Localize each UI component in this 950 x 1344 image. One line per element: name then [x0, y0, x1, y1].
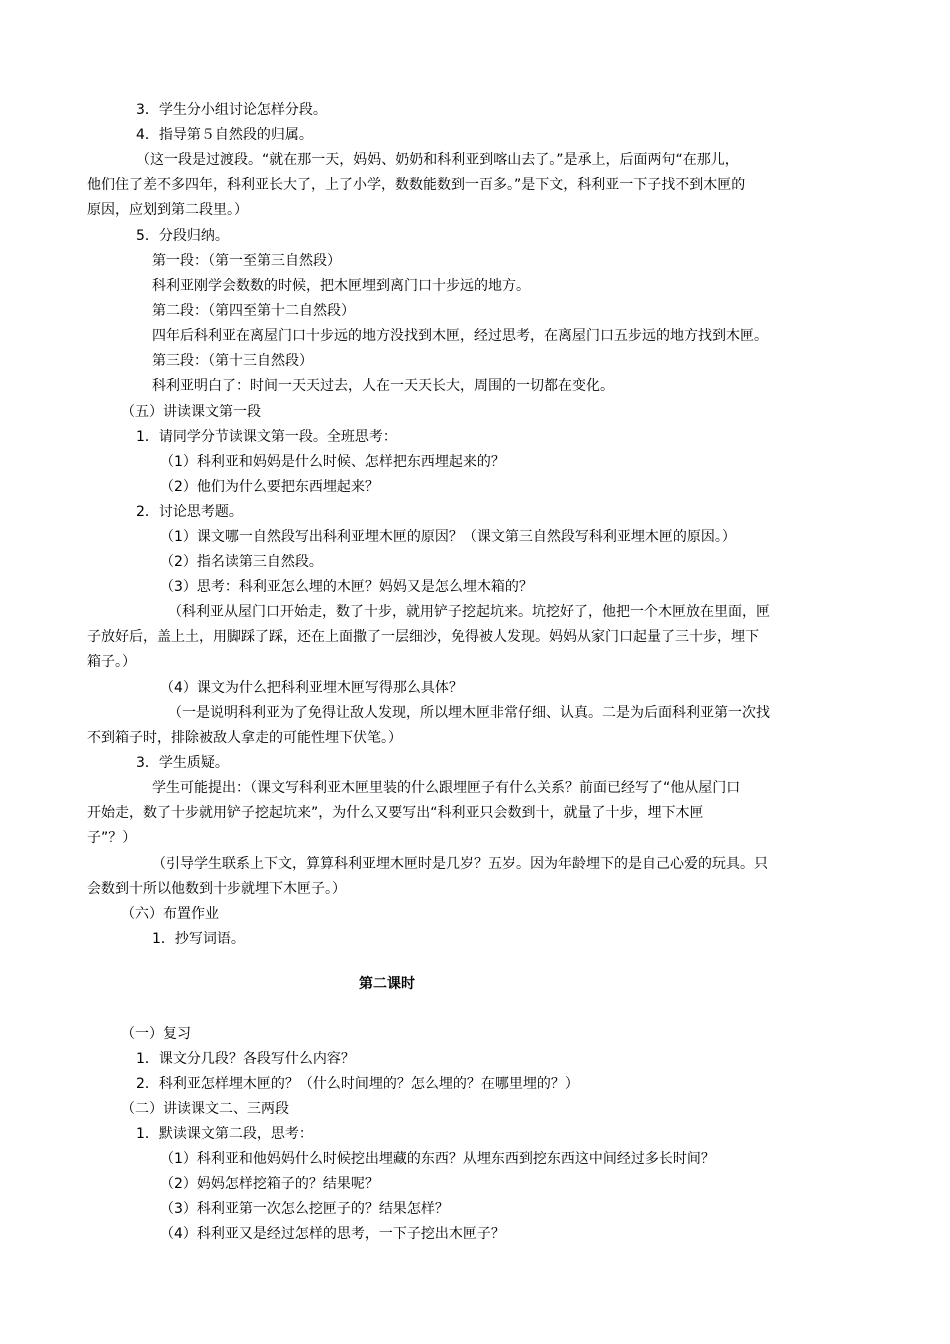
text-line: 子放好后，盖上土，用脚踩了踩，还在上面撒了一层细沙，免得被人发现。妈妈从家门口起量了三十步，埋下 — [87, 629, 759, 645]
text-line: （科利亚从屋门口开始走，数了十步，就用铲子挖起坑来。坑挖好了，他把一个木匣放在里面，匣 — [168, 604, 770, 620]
lesson-title: 第二课时 — [359, 976, 415, 992]
text-line: 四年后科利亚在离屋门口十步远的地方没找到木匣，经过思考，在离屋门口五步远的地方找到木匣。 — [152, 328, 768, 344]
text-line: 不到箱子时，排除被敌人拿走的可能性埋下伏笔。） — [87, 730, 402, 746]
text-line: 学生可能提出：（课文写科利亚木匣里装的什么跟埋匣子有什么关系？前面已经写了“他从屋门口 — [152, 780, 741, 796]
text-line: （1）科利亚和他妈妈什么时候挖出埋藏的东西？从埋东西到挖东西这中间经过多长时间？ — [160, 1151, 715, 1167]
text-line: 开始走，数了十步就用铲子挖起坑来”，为什么又要写出“科利亚只会数到十，就量了十步，埋下木匣 — [87, 805, 704, 821]
text-line: 第三段：（第十三自然段） — [152, 353, 313, 369]
text-line: 子”？） — [87, 830, 137, 846]
text-line: 3．学生质疑。 — [136, 755, 229, 771]
text-line: 他们住了差不多四年，科利亚长大了，上了小学，数数能数到一百多。”是下文，科利亚一下子找不到木匣的 — [87, 177, 746, 193]
text-line: 原因，应划到第二段里。） — [87, 202, 248, 218]
text-line: 科利亚明白了：时间一天天过去，人在一天天长大，周围的一切都在变化。 — [152, 378, 614, 394]
text-line: （3）思考：科利亚怎么埋的木匣？妈妈又是怎么埋木箱的？ — [160, 579, 533, 595]
text-line: 2．科利亚怎样埋木匣的？（什么时间埋的？怎么埋的？在哪里埋的？） — [136, 1076, 579, 1092]
text-line: （这一段是过渡段。“就在那一天，妈妈、奶奶和科利亚到喀山去了。”是承上，后面两句“在那儿， — [136, 152, 739, 168]
text-line: （1）科利亚和妈妈是什么时候、怎样把东西埋起来的？ — [160, 454, 505, 470]
text-line: （一是说明科利亚为了免得让敌人发现，所以埋木匣非常仔细、认真。二是为后面科利亚第一次找 — [168, 705, 770, 721]
text-line: 箱子。） — [87, 654, 136, 670]
text-line: 1．抄写词语。 — [152, 931, 245, 947]
text-line: 3．学生分小组讨论怎样分段。 — [136, 102, 327, 118]
text-line: （2）妈妈怎样挖箱子的？结果呢？ — [160, 1176, 379, 1192]
section-heading: （五）讲读课文第一段 — [121, 404, 261, 420]
text-line: 1．请同学分节读课文第一段。全班思考： — [136, 429, 397, 445]
text-line: 5．分段归纳。 — [136, 228, 229, 244]
text-line: 2．讨论思考题。 — [136, 504, 243, 520]
text-line: 第一段：（第一至第三自然段） — [152, 253, 341, 269]
text-line: 会数到十所以他数到十步就埋下木匣子。） — [87, 881, 346, 897]
text-line: （4）课文为什么把科利亚埋木匣写得那么具体？ — [160, 680, 463, 696]
text-line: （2）他们为什么要把东西埋起来？ — [160, 479, 379, 495]
text-line: 1．默读课文第二段，思考： — [136, 1126, 313, 1142]
text-line: （4）科利亚又是经过怎样的思考，一下子挖出木匣子？ — [160, 1226, 505, 1242]
text-line: （2）指名读第三自然段。 — [160, 554, 323, 570]
text-line: 第二段：（第四至第十二自然段） — [152, 303, 355, 319]
section-heading: （二）讲读课文二、三两段 — [121, 1101, 289, 1117]
text-line: 4．指导第５自然段的归属。 — [136, 127, 313, 143]
text-line: （3）科利亚第一次怎么挖匣子的？结果怎样？ — [160, 1201, 449, 1217]
text-line: （引导学生联系上下文，算算科利亚埋木匣时是几岁？五岁。因为年龄埋下的是自己心爱的玩具。只 — [152, 856, 768, 872]
section-heading: （六）布置作业 — [121, 906, 219, 922]
text-line: 1．课文分几段？各段写什么内容？ — [136, 1051, 355, 1067]
text-line: （1）课文哪一自然段写出科利亚埋木匣的原因？（课文第三自然段写科利亚埋木匣的原因。） — [160, 529, 736, 545]
section-heading: （一）复习 — [121, 1026, 191, 1042]
text-line: 科利亚刚学会数数的时候，把木匣埋到离门口十步远的地方。 — [152, 278, 530, 294]
